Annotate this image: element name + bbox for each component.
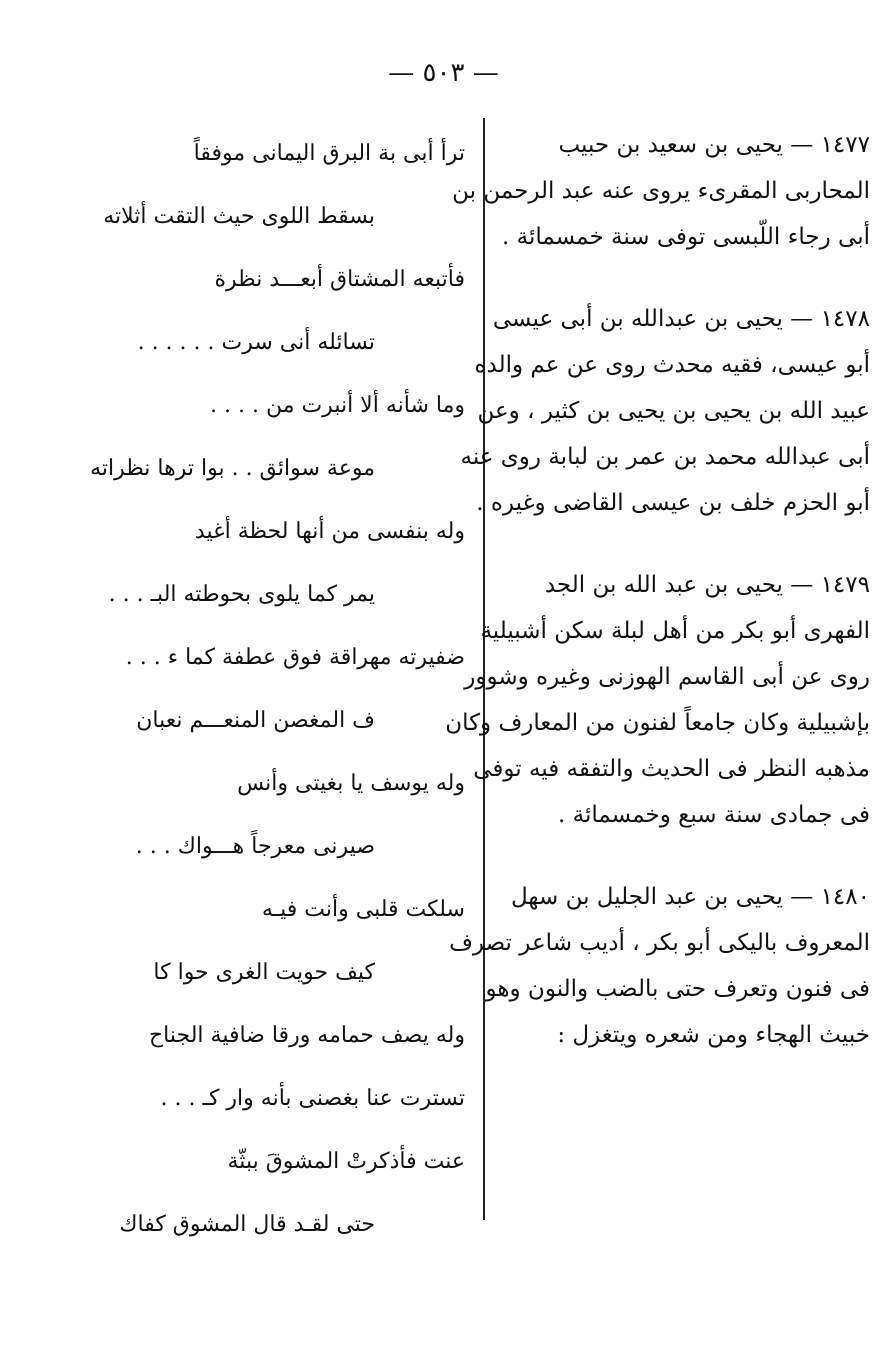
verse-line: ضفيرته مهراقة فوق عطفة كما ء . . .	[125, 645, 465, 670]
entry-1478	[460, 296, 870, 526]
entry-line: المعروف باليكى أبو بكر ، أديب شاعر تصرف	[449, 930, 870, 956]
verse-line: سلكت قلبى وأنت فيـه	[261, 897, 465, 922]
verse-line: ف المغصن المنعـــم نعبان	[136, 708, 375, 733]
verse-line: وله بنفسى من أنها لحظة أغيد	[194, 519, 465, 544]
entry-line: ١٤٧٩ — يحيى بن عبد الله بن الجد	[544, 572, 870, 598]
entry-1480	[449, 874, 870, 1058]
entry-line: فى جمادى سنة سبع وخمسمائة .	[558, 802, 870, 828]
verse-line: عنت فأذكرتْ المشوقَ ببثّة	[227, 1149, 465, 1174]
verse-line: وله يصف حمامه ورقا ضافية الجناح	[148, 1023, 465, 1048]
verse-line: وله يوسف يا بغيتى وأنس	[237, 771, 465, 796]
right-column	[445, 122, 870, 1094]
verse-line: كيف حويت الغرى حوا كا	[153, 960, 375, 985]
entry-line: بإشبيلية وكان جامعاً لفنون من المعارف وكان	[445, 710, 870, 736]
entry-line: ١٤٨٠ — يحيى بن عبد الجليل بن سهل	[510, 884, 870, 910]
verse-line: بسقط اللوى حيث التقت أثلاته	[103, 204, 375, 229]
verse-line: صيرنى معرجاً هـــواك . . .	[135, 834, 375, 859]
entry-line: روى عن أبى القاسم الهوزنى وغيره وشوور	[464, 664, 870, 690]
page-number: — ٥٠٣ —	[388, 58, 499, 88]
entry-line: ١٤٧٧ — يحيى بن سعيد بن حبيب	[558, 132, 870, 158]
entry-line: الفهرى أبو بكر من أهل لبلة سكن أشبيلية	[480, 618, 870, 644]
verse-line: فأتبعه المشتاق أبعـــد نظرة	[214, 267, 465, 292]
entry-1477	[452, 122, 870, 260]
verse-line: يمر كما يلوى بحوطته البـ . . .	[108, 582, 375, 607]
entry-line: خبيث الهجاء ومن شعره ويتغزل :	[557, 1022, 870, 1048]
left-column-verses	[80, 122, 465, 1256]
entry-1479	[445, 562, 870, 838]
entry-line: أبو عيسى، فقيه محدث روى عن عم والده	[474, 352, 870, 378]
verse-line: موعة سوائق . . بوا ترها نظراته	[90, 456, 375, 481]
verse-line: وما شأنه ألا أنبرت من . . . .	[210, 393, 465, 418]
verse-line: تسترت عنا بغصنى بأنه وار كـ . . .	[160, 1086, 465, 1111]
entry-line: أبو الحزم خلف بن عيسى القاضى وغيره .	[476, 490, 870, 516]
entry-line: فى فنون وتعرف حتى بالضب والنون وهو	[485, 976, 870, 1002]
entry-line: مذهبه النظر فى الحديث والتفقه فيه توفى	[473, 756, 870, 782]
entry-line: ١٤٧٨ — يحيى بن عبدالله بن أبى عيسى	[492, 306, 870, 332]
entry-line: عبيد الله بن يحيى بن يحيى بن كثير ، وعن	[477, 398, 870, 424]
verse-line: ترأ أبى بة البرق اليمانى موفقاً	[193, 141, 465, 166]
verse-line: تسائله أنى سرت . . . . . .	[137, 330, 375, 355]
verse-line: حتى لقـد قال المشوق كفاك	[119, 1212, 375, 1237]
entry-line: أبى عبدالله محمد بن عمر بن لبابة روى عنه	[460, 444, 870, 470]
entry-line: المحاربى المقرىء يروى عنه عبد الرحمن بن	[452, 178, 870, 204]
entry-line: أبى رجاء اللّبسى توفى سنة خمسمائة .	[502, 224, 870, 250]
